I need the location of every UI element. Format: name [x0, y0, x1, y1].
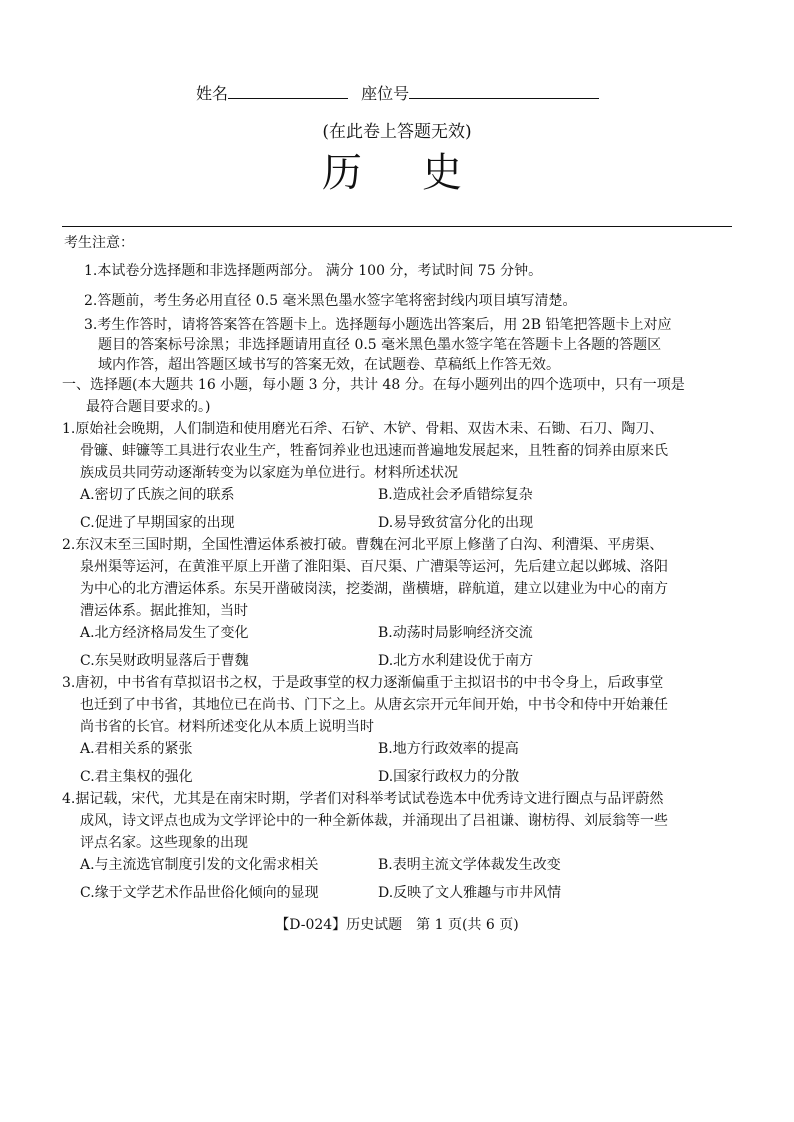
option-b[interactable]: B.造成社会矛盾错综复杂: [378, 487, 533, 503]
question-stem: 3.唐初，中书省有草拟诏书之权，于是政事堂的权力逐渐偏重于主拟诏书的中书令身上，后政事堂: [62, 675, 664, 691]
question-stem: 骨镰、蚌镰等工具进行农业生产，牲畜饲养业也迅速而普遍地发展起来，且牲畜的饲养由原来氏: [80, 443, 668, 459]
section-heading-cont: 最符合题目要求的。): [86, 399, 211, 415]
option-a[interactable]: A.密切了氏族之间的联系: [80, 487, 235, 503]
seat-label: 座位号: [361, 84, 410, 103]
section-heading: 一、选择题(本大题共 16 小题，每小题 3 分，共计 48 分。在每小题列出的四个选项中，只有一项是: [62, 377, 685, 393]
option-b[interactable]: B.动荡时局影响经济交流: [378, 625, 533, 641]
page-footer: 【D-024】历史试题 第 1 页(共 6 页): [275, 917, 519, 933]
option-d[interactable]: D.国家行政权力的分散: [378, 769, 520, 785]
notice-item: 3.考生作答时，请将答案答在答题卡上。选择题每小题选出答案后，用 2B 铅笔把答题卡上对应: [84, 317, 672, 333]
question-stem: 漕运体系。据此推知，当时: [80, 603, 248, 619]
header-divider: [62, 226, 732, 227]
option-a[interactable]: A.与主流选官制度引发的文化需求相关: [80, 857, 319, 873]
option-d[interactable]: D.易导致贫富分化的出现: [378, 515, 534, 531]
option-b[interactable]: B.表明主流文学体裁发生改变: [378, 857, 561, 873]
name-seat-bar: [196, 80, 599, 108]
question-stem: 评点名家。这些现象的出现: [80, 835, 248, 851]
invalid-note: (在此卷上答题无效): [322, 122, 472, 142]
question-stem: 2.东汉末至三国时期，全国性漕运体系被打破。曹魏在河北平原上修凿了白沟、利漕渠、平虏渠、: [62, 537, 664, 553]
page-title: 历史: [322, 150, 522, 196]
notice-item: 1.本试卷分选择题和非选择题两部分。 满分 100 分，考试时间 75 分钟。: [84, 263, 543, 279]
question-stem: 也迁到了中书省，其地位已在尚书、门下之上。从唐玄宗开元年间开始，中书令和侍中开始兼任: [80, 697, 668, 713]
question-stem: 4.据记载，宋代，尤其是在南宋时期，学者们对科举考试试卷选本中优秀诗文进行圈点与品评蔚然: [62, 791, 664, 807]
option-c[interactable]: C.促进了早期国家的出现: [80, 515, 235, 531]
option-d[interactable]: D.北方水利建设优于南方: [378, 653, 534, 669]
notice-item: 域内作答，超出答题区域书写的答案无效，在试题卷、草稿纸上作答无效。: [98, 357, 560, 373]
notice-heading: 考生注意：: [64, 235, 134, 251]
option-d[interactable]: D.反映了文人雅趣与市井风情: [378, 885, 562, 901]
seat-blank[interactable]: [409, 82, 599, 99]
name-blank[interactable]: [228, 82, 348, 99]
question-stem: 1.原始社会晚期，人们制造和使用磨光石斧、石铲、木铲、骨耜、双齿木耒、石锄、石刀、陶刀、: [62, 421, 664, 437]
notice-item: 2.答题前，考生务必用直径 0.5 毫米黑色墨水签字笔将密封线内项目填写清楚。: [84, 293, 577, 309]
name-label: 姓名: [196, 84, 229, 103]
option-c[interactable]: C.缘于文学艺术作品世俗化倾向的显现: [80, 885, 319, 901]
question-stem: 泉州渠等运河，在黄淮平原上开凿了淮阳渠、百尺渠、广漕渠等运河，先后建立起以邺城、洛阳: [80, 559, 668, 575]
question-stem: 成风，诗文评点也成为文学评论中的一种全新体裁，并涌现出了吕祖谦、谢枋得、刘辰翁等一些: [80, 813, 668, 829]
question-stem: 族成员共同劳动逐渐转变为以家庭为单位进行。材料所述状况: [80, 465, 458, 481]
notice-item: 题目的答案标号涂黑；非选择题请用直径 0.5 毫米黑色墨水签字笔在答题卡上各题的答题区: [98, 337, 662, 353]
question-stem: 尚书省的长官。材料所述变化从本质上说明当时: [80, 719, 374, 735]
option-a[interactable]: A.君相关系的紧张: [80, 741, 193, 757]
question-stem: 为中心的北方漕运体系。东吴开凿破岗渎，挖娄湖，凿横塘，辟航道，建立以建业为中心的南方: [80, 581, 668, 597]
option-a[interactable]: A.北方经济格局发生了变化: [80, 625, 249, 641]
option-c[interactable]: C.东吴财政明显落后于曹魏: [80, 653, 249, 669]
option-b[interactable]: B.地方行政效率的提高: [378, 741, 519, 757]
option-c[interactable]: C.君主集权的强化: [80, 769, 193, 785]
